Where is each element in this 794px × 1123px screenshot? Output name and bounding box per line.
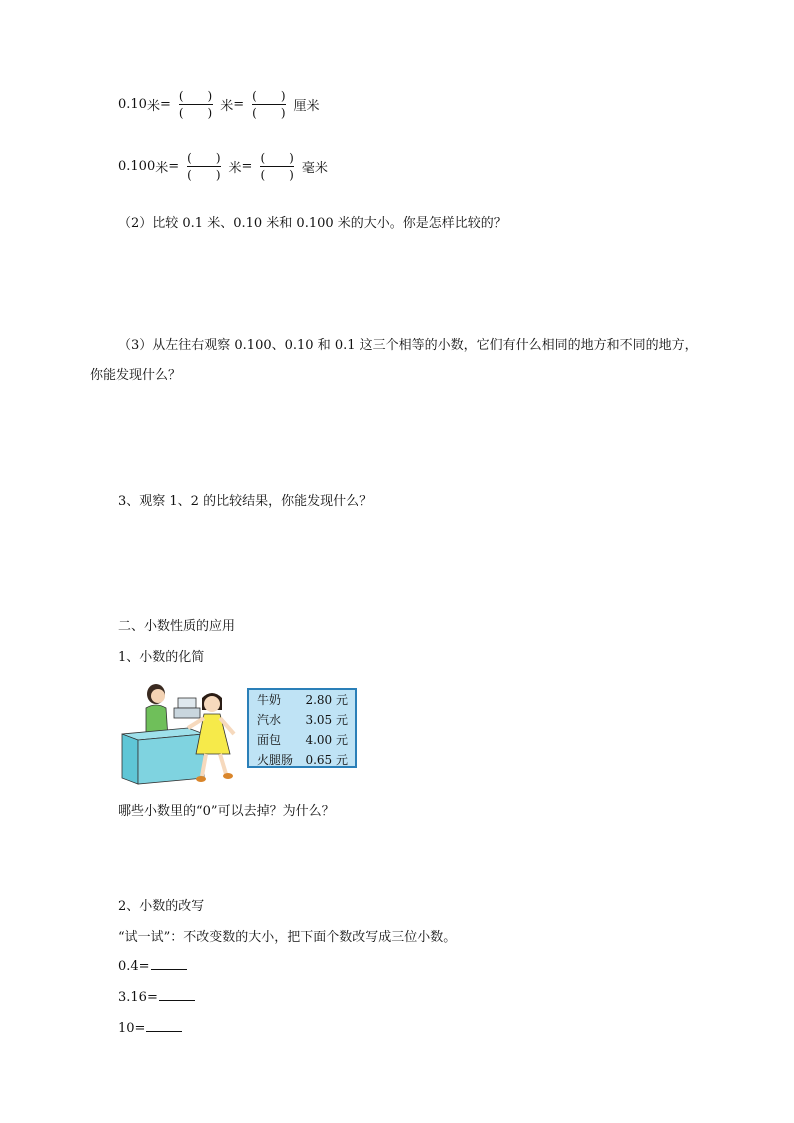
question-3-line1: （3）从左往右观察 0.100、0.10 和 0.1 这三个相等的小数，它们有什么相同的地方和不同的地方，: [118, 338, 698, 353]
exercise-prompt: 0.4=: [118, 959, 150, 974]
exercise-2: [118, 988, 195, 1005]
counter: [122, 728, 204, 784]
price-value: 3.05 元: [305, 713, 348, 727]
fraction-blank[interactable]: $\frac{( )}{( )}$: [187, 151, 227, 182]
question-observe: 3、观察 1、2 的比较结果，你能发现什么？: [118, 494, 373, 509]
eq-sign: =: [233, 97, 245, 112]
price-item: 火腿肠: [257, 753, 294, 767]
eq-lhs: 0.100: [118, 159, 156, 174]
eq-unit: 米: [146, 99, 160, 114]
cash-register-icon: [174, 698, 200, 718]
exercise-1: [118, 957, 187, 974]
price-row: [249, 750, 355, 770]
eq-unit: 米: [220, 99, 234, 114]
exercise-3: [118, 1019, 182, 1036]
equation-meter-millimeter: [118, 151, 328, 182]
fraction-blank[interactable]: $\frac{( )}{( )}$: [260, 151, 300, 182]
instruction-text: “试一试”：不改变数的大小，把下面个数改写成三位小数。: [118, 930, 457, 945]
subsection-heading-2: 2、小数的改写: [118, 899, 205, 914]
eq-lhs: 0.10: [118, 97, 147, 112]
eq-unit: 毫米: [301, 161, 328, 176]
fraction-blank[interactable]: $\frac{( )}{( )}$: [178, 89, 219, 120]
question-3-line2: 你能发现什么？: [90, 368, 182, 383]
price-row: [249, 710, 355, 730]
equation-meter-centimeter: [118, 89, 320, 120]
price-item: 面包: [257, 733, 282, 747]
price-item: 牛奶: [257, 693, 282, 707]
eq-sign: =: [159, 97, 171, 112]
question-zero: 哪些小数里的“0”可以去掉？为什么？: [118, 804, 335, 819]
price-value: 4.00 元: [305, 733, 348, 747]
eq-sign: =: [241, 159, 253, 174]
price-value: 0.65 元: [305, 753, 348, 767]
eq-unit: 米: [228, 161, 242, 176]
exercise-prompt: 3.16=: [118, 990, 158, 1005]
answer-blank[interactable]: [151, 957, 187, 970]
eq-unit: 厘米: [293, 99, 320, 114]
shop-illustration: [118, 676, 242, 786]
price-row: [249, 690, 355, 710]
answer-blank[interactable]: [146, 1019, 182, 1032]
section-heading: 二、小数性质的应用: [118, 619, 236, 634]
price-row: [249, 730, 355, 750]
question-2: （2）比较 0.1 米、0.10 米和 0.100 米的大小。你是怎样比较的？: [118, 216, 507, 231]
eq-unit: 米: [155, 161, 169, 176]
price-value: 2.80 元: [305, 693, 348, 707]
answer-blank[interactable]: [159, 988, 195, 1001]
eq-sign: =: [168, 159, 180, 174]
subsection-heading: 1、小数的化简: [118, 650, 205, 665]
price-item: 汽水: [257, 713, 282, 727]
fraction-blank[interactable]: $\frac{( )}{( )}$: [252, 89, 292, 120]
exercise-prompt: 10=: [118, 1021, 146, 1036]
price-list: [247, 688, 357, 768]
